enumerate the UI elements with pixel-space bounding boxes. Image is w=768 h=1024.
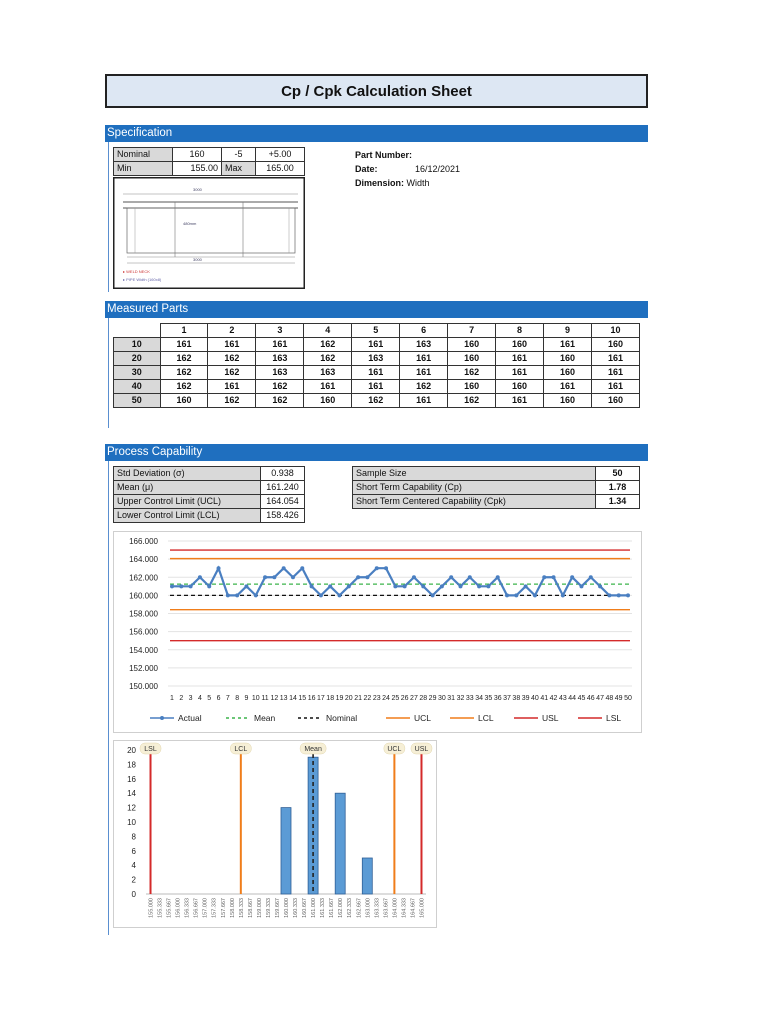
actual-point: [244, 584, 248, 588]
x-tick-label: 13: [279, 695, 288, 702]
table-cell: 160: [496, 338, 544, 352]
table-cell: 161: [496, 394, 544, 408]
x-tick-label: 162.000: [338, 898, 345, 918]
y-tick-label: 14: [127, 789, 136, 799]
y-tick-label: 18: [127, 760, 136, 770]
table-cell: 161: [591, 366, 639, 380]
x-tick-label: 161.333: [320, 898, 327, 918]
max-label: Max: [221, 162, 255, 176]
table-cell: 161: [208, 380, 256, 394]
x-tick-label: 163.333: [374, 898, 381, 918]
x-tick-label: 19: [335, 695, 344, 702]
legend-label: LCL: [478, 713, 494, 723]
actual-point: [384, 566, 388, 570]
table-cell: 163: [256, 352, 304, 366]
lcl-value: 158.426: [261, 509, 305, 523]
actual-point: [319, 593, 323, 597]
actual-point: [626, 593, 630, 597]
x-tick-label: 157.667: [220, 898, 227, 918]
cpk-value: 1.34: [596, 495, 640, 509]
table-cell: 161: [352, 338, 400, 352]
x-tick-label: 161.667: [329, 898, 336, 918]
legend-label: Actual: [178, 713, 202, 723]
x-tick-label: 7: [225, 695, 230, 702]
x-tick-label: 33: [465, 695, 474, 702]
control-chart: [113, 531, 642, 733]
ucl-value: 164.054: [261, 495, 305, 509]
table-cell: 161: [352, 366, 400, 380]
max-value: 165.00: [256, 162, 305, 176]
actual-point: [412, 575, 416, 579]
actual-point: [561, 593, 565, 597]
sample-value: 50: [596, 467, 640, 481]
y-tick-label: 12: [127, 803, 136, 813]
actual-point: [607, 593, 611, 597]
actual-point: [375, 566, 379, 570]
nominal-label: Nominal: [114, 148, 173, 162]
y-tick-label: 16: [127, 774, 136, 784]
table-cell: 161: [400, 394, 448, 408]
col-header: 3: [256, 324, 304, 338]
control-chart-svg: [114, 532, 641, 732]
date-value: 16/12/2021: [415, 164, 461, 174]
table-cell: 162: [208, 352, 256, 366]
x-tick-label: 35: [484, 695, 493, 702]
table-cell: 160: [544, 394, 592, 408]
actual-point: [179, 584, 183, 588]
table-cell: 162: [448, 366, 496, 380]
actual-point: [356, 575, 360, 579]
table-cell: 160: [591, 338, 639, 352]
dimension-value: Width: [406, 178, 430, 188]
x-tick-label: 164.333: [401, 898, 408, 918]
section-measured-parts: Measured Parts: [105, 301, 648, 318]
actual-point: [403, 584, 407, 588]
svg-text:▸ PIPE Width (160x8): ▸ PIPE Width (160x8): [123, 277, 162, 282]
table-cell: 162: [256, 380, 304, 394]
x-tick-label: 26: [400, 695, 409, 702]
dimension-row: Dimension: Width: [355, 178, 430, 188]
marker-label: LSL: [144, 746, 157, 753]
y-tick-label: 2: [131, 875, 136, 885]
marker-label: Mean: [304, 746, 322, 753]
min-label: Min: [114, 162, 173, 176]
col-header: 5: [352, 324, 400, 338]
x-tick-label: 2: [179, 695, 184, 702]
x-tick-label: 27: [410, 695, 418, 702]
x-tick-label: 49: [614, 695, 623, 702]
table-cell: 163: [304, 366, 352, 380]
actual-point: [272, 575, 276, 579]
x-tick-label: 41: [540, 695, 549, 702]
x-tick-label: 156.333: [184, 898, 191, 918]
table-cell: 161: [544, 338, 592, 352]
x-tick-label: 28: [419, 695, 428, 702]
table-cell: 162: [304, 338, 352, 352]
page-title: Cp / Cpk Calculation Sheet: [105, 74, 648, 108]
col-header: 10: [591, 324, 639, 338]
table-cell: 161: [352, 380, 400, 394]
table-row: [114, 380, 640, 394]
part-drawing: [113, 177, 305, 289]
x-tick-label: 10: [251, 695, 260, 702]
x-tick-label: 157.000: [202, 898, 209, 918]
y-tick-label: 152.000: [129, 663, 158, 673]
actual-point: [207, 584, 211, 588]
x-tick-label: 8: [235, 695, 240, 702]
x-tick-label: 50: [624, 695, 632, 702]
lcl-label: Lower Control Limit (LCL): [114, 509, 261, 523]
actual-point: [282, 566, 286, 570]
actual-point: [189, 584, 193, 588]
section-specification: Specification: [105, 125, 648, 142]
actual-point: [365, 575, 369, 579]
y-tick-label: 166.000: [129, 537, 158, 546]
table-cell: 161: [400, 366, 448, 380]
actual-point: [468, 575, 472, 579]
ucl-label: Upper Control Limit (UCL): [114, 495, 261, 509]
plus-tol: +5.00: [256, 148, 305, 162]
corner-cell: [114, 324, 161, 338]
row-label: 50: [114, 394, 161, 408]
table-cell: 162: [208, 394, 256, 408]
actual-point: [552, 575, 556, 579]
x-tick-label: 9: [244, 695, 249, 702]
x-tick-label: 162.333: [347, 898, 354, 918]
marker-label: USL: [414, 746, 429, 753]
measured-parts-table: [113, 323, 640, 408]
x-tick-label: 165.000: [419, 898, 426, 918]
x-tick-label: 160.667: [302, 898, 309, 918]
x-tick-label: 24: [382, 695, 390, 702]
x-tick-label: 46: [586, 695, 595, 702]
table-cell: 161: [256, 338, 304, 352]
x-tick-label: 6: [216, 695, 221, 702]
x-tick-label: 155.333: [157, 898, 164, 918]
legend-label: Nominal: [326, 713, 358, 723]
legend-marker: [160, 716, 164, 720]
min-value: 155.00: [173, 162, 222, 176]
actual-point: [421, 584, 425, 588]
table-cell: 160: [448, 352, 496, 366]
y-tick-label: 162.000: [129, 573, 158, 583]
table-cell: 162: [352, 394, 400, 408]
marker-label: UCL: [387, 746, 402, 753]
actual-point: [505, 593, 509, 597]
x-tick-label: 155.667: [166, 898, 173, 918]
y-tick-label: 0: [131, 890, 136, 899]
table-cell: 160: [448, 380, 496, 394]
histogram-chart: [113, 740, 437, 928]
actual-point: [617, 593, 621, 597]
x-tick-label: 20: [344, 695, 353, 702]
x-tick-label: 14: [289, 695, 297, 702]
y-tick-label: 154.000: [129, 645, 158, 655]
x-tick-label: 44: [568, 695, 577, 702]
x-tick-label: 17: [316, 695, 325, 702]
table-cell: 163: [256, 366, 304, 380]
table-cell: 160: [448, 338, 496, 352]
x-tick-label: 11: [261, 695, 269, 702]
actual-point: [514, 593, 518, 597]
table-row: [114, 394, 640, 408]
legend-label: LSL: [606, 713, 622, 723]
row-label: 10: [114, 338, 161, 352]
section-process-capability: Process Capability: [105, 444, 648, 461]
table-cell: 162: [160, 352, 208, 366]
x-tick-label: 31: [447, 695, 456, 702]
col-header: 4: [304, 324, 352, 338]
y-tick-label: 156.000: [129, 627, 158, 637]
table-cell: 162: [208, 366, 256, 380]
actual-point: [235, 593, 239, 597]
actual-point: [263, 575, 267, 579]
table-cell: 160: [544, 352, 592, 366]
table-cell: 161: [208, 338, 256, 352]
histogram-bar: [362, 858, 372, 894]
actual-point: [440, 584, 444, 588]
mean-label: Mean (μ): [114, 481, 261, 495]
x-tick-label: 1: [170, 695, 174, 702]
row-label: 40: [114, 380, 161, 394]
table-cell: 160: [544, 366, 592, 380]
table-cell: 162: [160, 366, 208, 380]
actual-point: [328, 584, 332, 588]
actual-point: [198, 575, 202, 579]
x-tick-label: 162.667: [356, 898, 363, 918]
actual-point: [217, 566, 221, 570]
table-cell: 162: [400, 380, 448, 394]
x-tick-label: 161.000: [311, 898, 318, 918]
actual-point: [598, 584, 602, 588]
actual-point: [291, 575, 295, 579]
cpk-label: Short Term Centered Capability (Cpk): [353, 495, 596, 509]
x-tick-label: 5: [207, 695, 212, 702]
x-tick-label: 48: [605, 695, 614, 702]
actual-point: [170, 584, 174, 588]
col-header: 9: [544, 324, 592, 338]
x-tick-label: 39: [521, 695, 530, 702]
actual-point: [338, 593, 342, 597]
histogram-svg: [114, 741, 436, 927]
x-tick-label: 25: [391, 695, 400, 702]
y-tick-label: 10: [127, 818, 136, 827]
table-cell: 162: [160, 380, 208, 394]
table-cell: 163: [400, 338, 448, 352]
legend-label: Mean: [254, 713, 276, 723]
table-cell: 161: [160, 338, 208, 352]
x-tick-label: 40: [531, 695, 539, 702]
col-header: 1: [160, 324, 208, 338]
table-cell: 160: [496, 380, 544, 394]
col-header: 8: [496, 324, 544, 338]
part-info: [355, 148, 555, 190]
measured-header-row: [114, 324, 640, 338]
x-tick-label: 43: [558, 695, 567, 702]
capability-table: [352, 466, 640, 509]
nominal-value: 160: [173, 148, 222, 162]
table-cell: 162: [256, 394, 304, 408]
actual-point: [347, 584, 351, 588]
sample-label: Sample Size: [353, 467, 596, 481]
cp-value: 1.78: [596, 481, 640, 495]
actual-point: [589, 575, 593, 579]
section-rule: [108, 461, 109, 935]
actual-series-line: [172, 568, 628, 595]
legend-label: USL: [542, 713, 559, 723]
x-tick-label: 45: [577, 695, 586, 702]
table-cell: 161: [496, 366, 544, 380]
x-tick-label: 30: [437, 695, 446, 702]
actual-point: [570, 575, 574, 579]
x-tick-label: 18: [326, 695, 335, 702]
col-header: 6: [400, 324, 448, 338]
x-tick-label: 36: [493, 695, 502, 702]
actual-point: [431, 593, 435, 597]
x-tick-label: 38: [512, 695, 521, 702]
x-tick-label: 158.000: [229, 898, 236, 918]
section-rule: [108, 142, 109, 292]
actual-point: [533, 593, 537, 597]
table-cell: 162: [304, 352, 352, 366]
svg-text:3000: 3000: [193, 187, 202, 192]
x-tick-label: 156.000: [175, 898, 182, 918]
actual-point: [449, 575, 453, 579]
histogram-bar: [335, 793, 345, 894]
actual-point: [542, 575, 546, 579]
x-tick-label: 23: [372, 695, 381, 702]
actual-point: [458, 584, 462, 588]
x-tick-label: 21: [354, 695, 363, 702]
spec-table: [113, 147, 305, 176]
actual-point: [477, 584, 481, 588]
x-tick-label: 15: [298, 695, 307, 702]
row-label: 20: [114, 352, 161, 366]
x-tick-label: 4: [197, 695, 202, 702]
date-row: Date: 16/12/2021: [355, 164, 461, 174]
table-cell: 163: [352, 352, 400, 366]
table-cell: 162: [448, 394, 496, 408]
x-tick-label: 155.000: [148, 898, 155, 918]
actual-point: [579, 584, 583, 588]
actual-point: [496, 575, 500, 579]
x-tick-label: 47: [596, 695, 604, 702]
x-tick-label: 160.333: [293, 898, 300, 918]
table-cell: 161: [496, 352, 544, 366]
svg-text:480mm: 480mm: [183, 221, 197, 226]
x-tick-label: 37: [503, 695, 511, 702]
x-tick-label: 22: [363, 695, 372, 702]
x-tick-label: 163.000: [365, 898, 372, 918]
x-tick-label: 3: [188, 695, 193, 702]
table-cell: 161: [591, 352, 639, 366]
actual-point: [393, 584, 397, 588]
stats-table: [113, 466, 305, 523]
actual-point: [226, 593, 230, 597]
table-cell: 160: [591, 394, 639, 408]
actual-point: [300, 566, 304, 570]
table-cell: 161: [544, 380, 592, 394]
x-tick-label: 157.333: [211, 898, 218, 918]
y-tick-label: 6: [131, 846, 136, 856]
table-row: [114, 352, 640, 366]
svg-text:3000: 3000: [193, 257, 202, 262]
part-number-row: Part Number:: [355, 150, 413, 160]
cp-label: Short Term Capability (Cp): [353, 481, 596, 495]
table-cell: 160: [160, 394, 208, 408]
std-value: 0.938: [261, 467, 305, 481]
y-tick-label: 150.000: [129, 682, 158, 691]
x-tick-label: 164.667: [410, 898, 417, 918]
table-cell: 161: [400, 352, 448, 366]
minus-tol: -5: [221, 148, 255, 162]
x-tick-label: 156.667: [193, 898, 200, 918]
histogram-bar: [281, 808, 291, 894]
table-row: [114, 338, 640, 352]
actual-point: [524, 584, 528, 588]
y-tick-label: 158.000: [129, 609, 158, 619]
y-tick-label: 20: [127, 746, 136, 755]
col-header: 2: [208, 324, 256, 338]
marker-label: LCL: [234, 746, 248, 753]
x-tick-label: 32: [456, 695, 465, 702]
x-tick-label: 160.000: [284, 898, 290, 918]
svg-text:▸ WELD NECK: ▸ WELD NECK: [123, 269, 150, 274]
table-cell: 161: [591, 380, 639, 394]
y-tick-label: 4: [131, 861, 136, 871]
table-cell: 161: [304, 380, 352, 394]
y-tick-label: 164.000: [129, 555, 158, 565]
col-header: 7: [448, 324, 496, 338]
y-tick-label: 8: [131, 832, 136, 842]
y-tick-label: 160.000: [129, 591, 158, 601]
x-tick-label: 42: [549, 695, 558, 702]
x-tick-label: 16: [307, 695, 316, 702]
x-tick-label: 159.000: [256, 898, 263, 918]
legend-label: UCL: [414, 713, 432, 723]
x-tick-label: 164.000: [392, 898, 399, 918]
table-cell: 160: [304, 394, 352, 408]
x-tick-label: 159.333: [265, 898, 272, 918]
x-tick-label: 158.667: [247, 898, 254, 918]
x-tick-label: 163.667: [383, 898, 390, 918]
x-tick-label: 29: [428, 695, 437, 702]
actual-point: [254, 593, 258, 597]
section-rule: [108, 318, 109, 428]
mean-value: 161.240: [261, 481, 305, 495]
actual-point: [310, 584, 314, 588]
actual-point: [486, 584, 490, 588]
x-tick-label: 12: [270, 695, 279, 702]
row-label: 30: [114, 366, 161, 380]
std-label: Std Deviation (σ): [114, 467, 261, 481]
x-tick-label: 159.667: [274, 898, 281, 918]
table-row: [114, 366, 640, 380]
x-tick-label: 158.333: [238, 898, 245, 918]
x-tick-label: 34: [475, 695, 484, 702]
